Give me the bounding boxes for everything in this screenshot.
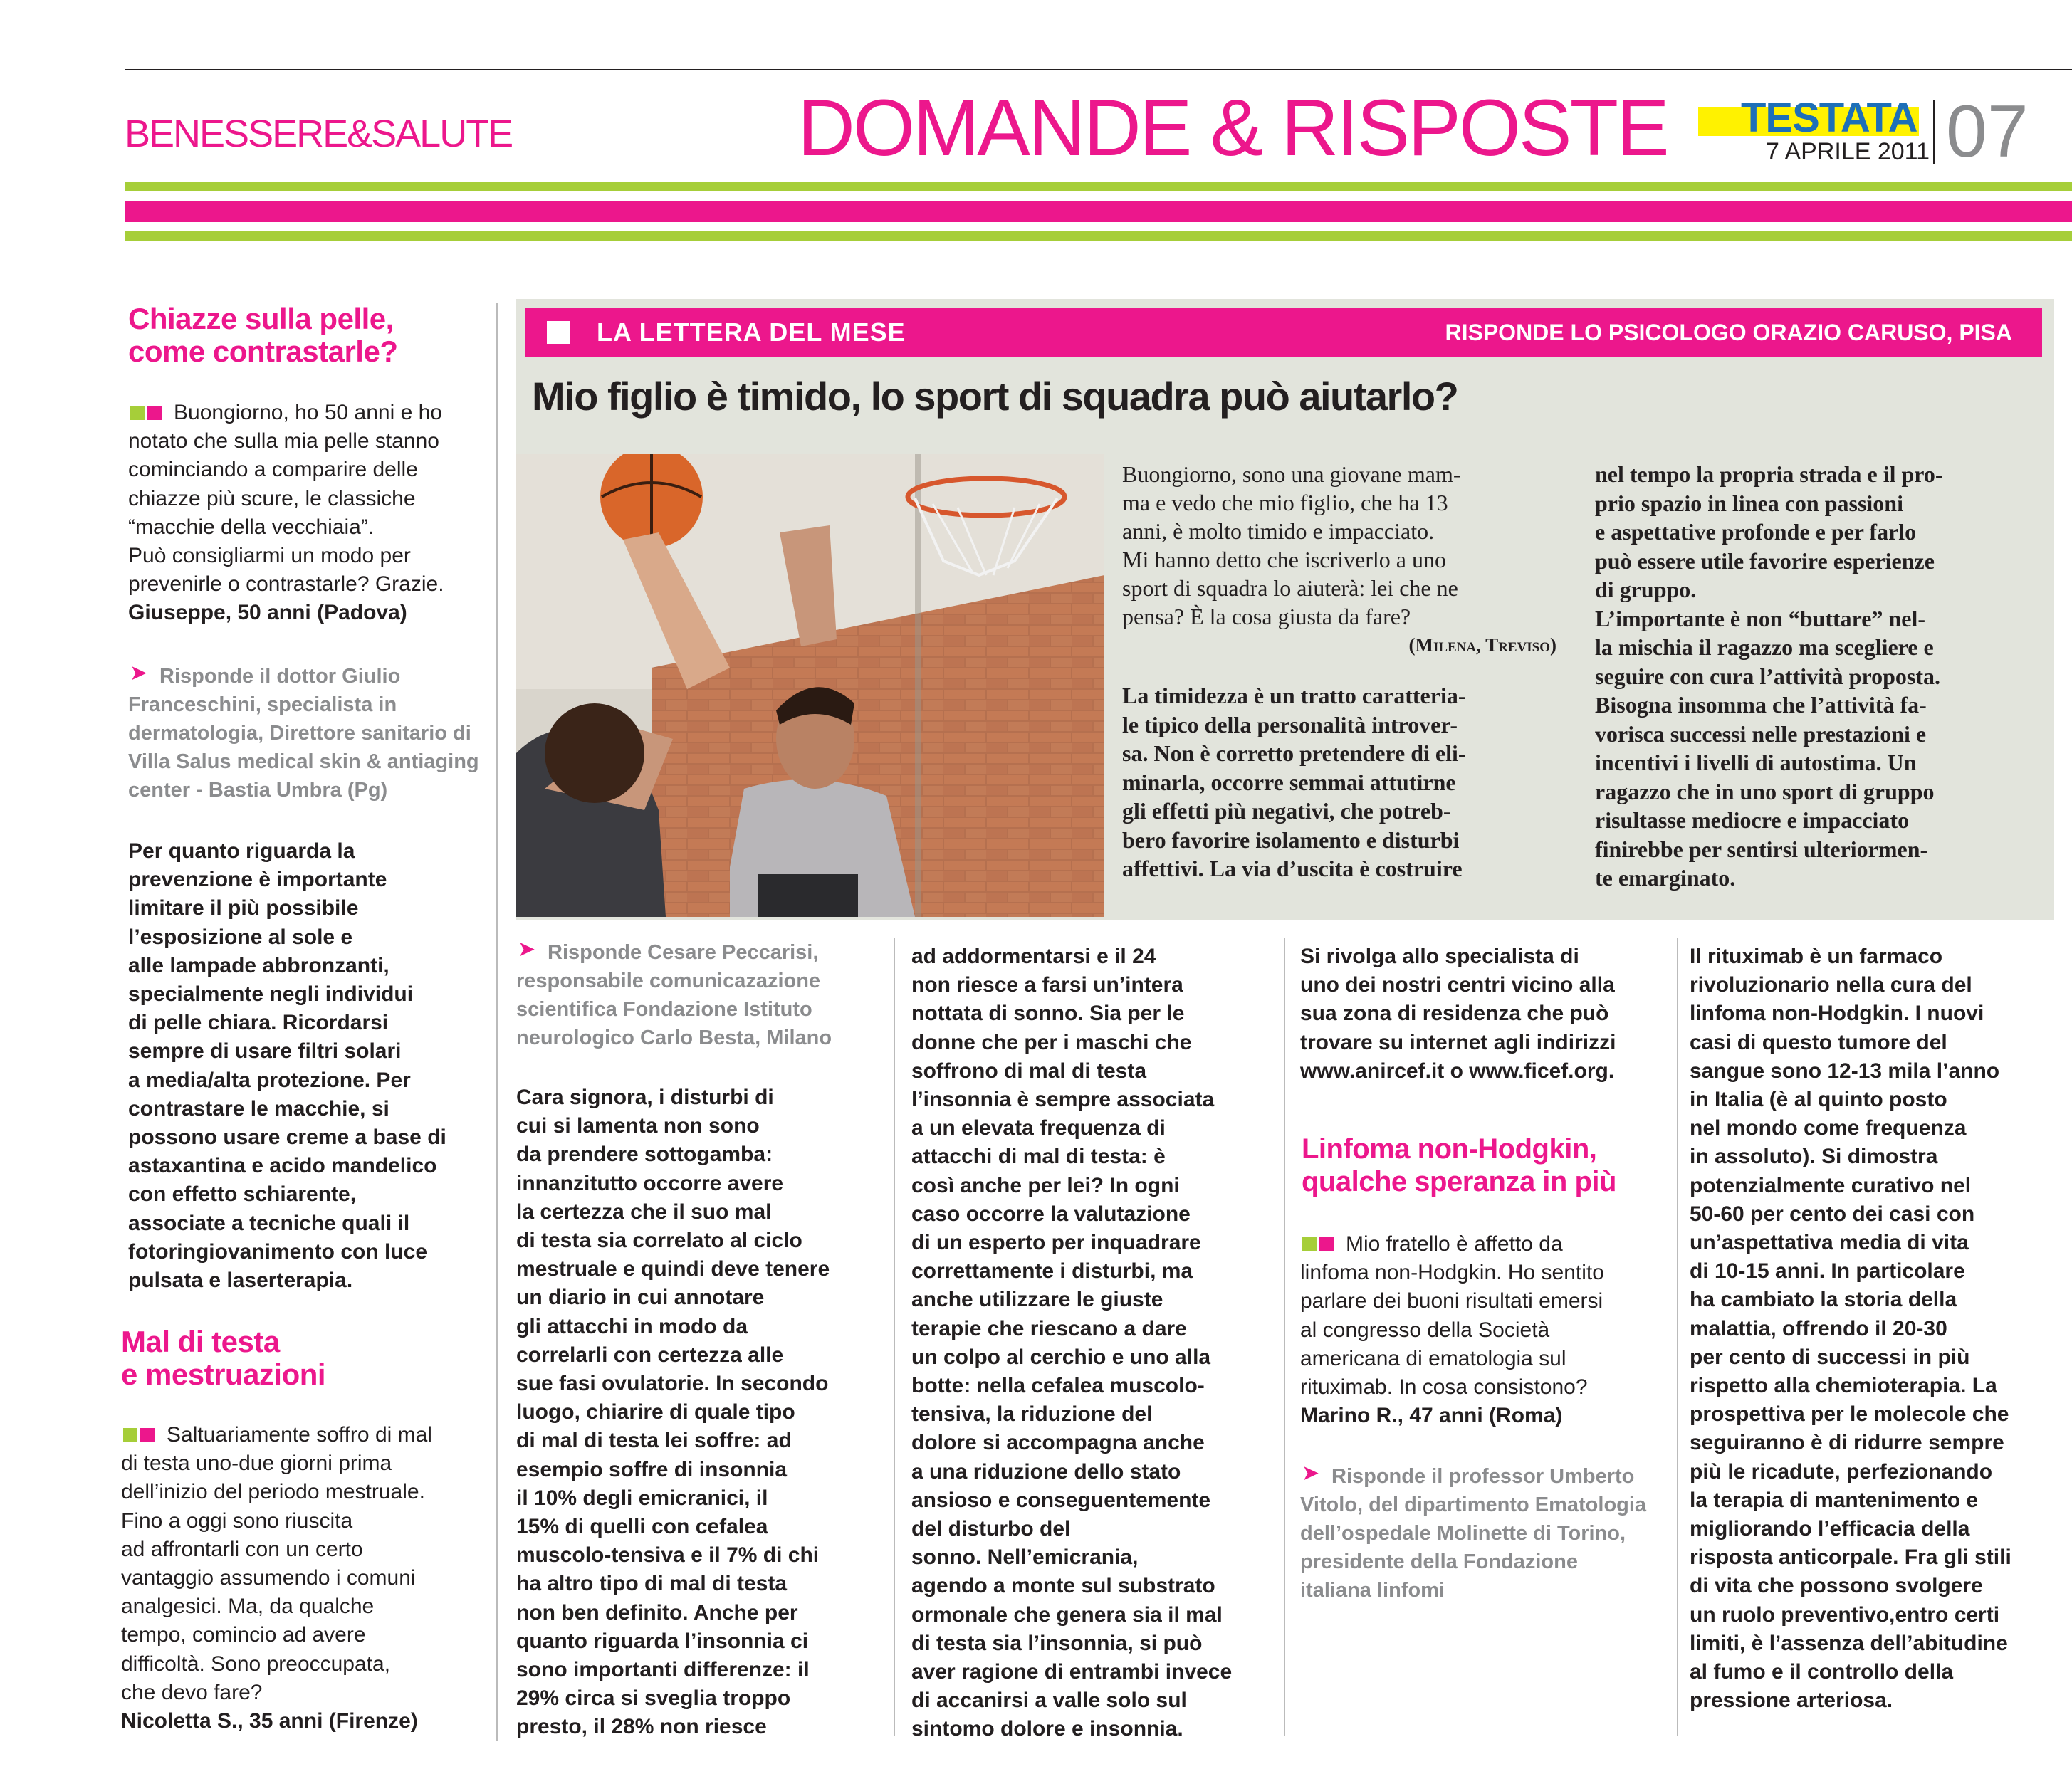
lymphoma-responder-block bbox=[1300, 1462, 1685, 1605]
header-vertical-rule bbox=[1933, 100, 1935, 164]
lymphoma-answer: Il rituximab è un farmaco rivoluzionario nella cura del linfoma non-Hodgkin. I nuovi casi di questo tumore del sangue sono 12-13 mila l’anno in Italia (è al quinto posto nel mondo come frequenza in assoluto). Si dimostra potenzialmente curativo nel 50-60 per cento dei casi con un’aspettativa media di vita di 10-15 anni. In particolare ha cambiato la storia della malattia, offrendo il 20-30 per cento di successi in più rispetto alla chemioterapia. La prospettiva per le molecole che seguiranno è di ridurre sempre più le ricadute, perfezionando la terapia di mantenimento e migliorando l’efficacia della risposta anticorpale. Fra gli stili di vita che possono svolgere un ruolo preventivo,entro certi limiti, è l’assenza dell’abitudine al fumo e il controllo della pressione arteriosa. bbox=[1690, 945, 2011, 1713]
letter-responder: RISPONDE LO PSICOLOGO ORAZIO CARUSO, PISA bbox=[1445, 320, 2012, 345]
q2-question-block bbox=[121, 1421, 491, 1736]
letter-headline: Mio figlio è timido, lo sport di squadra può aiutarlo? bbox=[532, 374, 1458, 419]
green-stripe-top bbox=[125, 182, 2072, 191]
green-square-icon bbox=[1302, 1237, 1317, 1251]
green-stripe-bottom bbox=[125, 231, 2072, 241]
headache-col3-block bbox=[1300, 943, 1678, 1086]
issue-date: 7 APRILE 2011 bbox=[1766, 138, 1930, 165]
lymphoma-question-block bbox=[1300, 1230, 1685, 1430]
q2-question: Saltuariamente soffro di mal di testa uno-due giorni prima dell’inizio del periodo mestruale. Fino a oggi sono riuscita ad affrontarli con un certo vantaggio assumendo i comuni analgesici. Ma, da qualche tempo, comincio ad avere difficoltà. Sono preoccupata, che devo fare? bbox=[121, 1423, 432, 1704]
letter-answer-a: La timidezza è un tratto caratteria- le tipico della personalità introver- sa. Non è corretto pretendere di eli- minarla, occorre semmai attutirne gli effetti più negativi, che potreb- bero favorire isolamento e disturbi affettivi. La via d’uscita è costruire bbox=[1122, 683, 1466, 881]
letter-signature: (Milena, Treviso) bbox=[1408, 634, 1556, 656]
pink-square-icon bbox=[147, 406, 162, 420]
letter-banner bbox=[525, 308, 2042, 357]
section-label-text: BENESSERE&SALUTE bbox=[125, 112, 513, 155]
lymphoma-question: Mio fratello è affetto da linfoma non-Hodgkin. Ho sentito parlare dei buoni risultati emersi al congresso della Società americana di ematologia sul rituximab. In cosa consistono? bbox=[1300, 1232, 1604, 1400]
letter-question: Buongiorno, sono una giovane mam- ma e vedo che mio figlio, che ha 13 anni, è molto timido e impacciato. Mi hanno detto che iscriverlo a uno sport di squadra lo aiuterà: lei che ne pensa? È la cosa giusta da fare? bbox=[1122, 461, 1461, 629]
basketball-photo-illustration bbox=[516, 454, 1104, 917]
column-divider bbox=[496, 303, 498, 1741]
headache-responder-block bbox=[516, 938, 886, 1052]
page-title-text: DOMANDE & RISPOSTE bbox=[797, 83, 1668, 172]
lymphoma-heading: Linfoma non-Hodgkin, qualche speranza in più bbox=[1302, 1133, 1616, 1197]
column-divider bbox=[894, 938, 895, 1736]
q1-section bbox=[128, 303, 498, 368]
q1-signature: Giuseppe, 50 anni (Padova) bbox=[128, 601, 407, 625]
q2-section bbox=[121, 1326, 491, 1391]
letter-banner-square-icon bbox=[547, 321, 570, 344]
letter-answer-a-block bbox=[1122, 681, 1556, 883]
green-square-icon bbox=[123, 1428, 137, 1442]
arrow-icon: ➤ bbox=[1302, 1461, 1320, 1485]
page-title bbox=[797, 84, 1668, 172]
lymphoma-section bbox=[1302, 1133, 1686, 1198]
letter-question-block bbox=[1122, 460, 1556, 659]
headache-col1: Cara signora, i disturbi di cui si lamenta non sono da prendere sottogamba: innanzitutto occorre avere la certezza che il suo mal di testa sia correlato al ciclo mestruale e quindi deve tenere un diario in cui annotare gli attacchi in modo da correlarli con certezza alle sue fasi ovulatorie. In secondo luogo, chiarire di quale tipo di mal di testa lei soffre: ad esempio soffre di insonnia il 10% degli emicranici, il 15% di quelli con cefalea muscolo-tensiva e il 7% di chi ha altro tipo di mal di testa non ben definito. Anche per quanto riguarda l’insonnia ci sono importanti differenze: il 29% circa si sveglia troppo presto, il 28% non riesce bbox=[516, 1086, 830, 1739]
pink-square-icon bbox=[140, 1428, 155, 1442]
headache-responder: Risponde Cesare Peccarisi, responsabile comunicazazione scientifica Fondazione Istituto neurologico Carlo Besta, Milano bbox=[516, 941, 832, 1049]
basketball-photo bbox=[516, 454, 1104, 917]
pink-square-icon bbox=[1319, 1237, 1334, 1251]
headache-col2-block bbox=[911, 943, 1282, 1744]
masthead-text: TESTATA bbox=[1741, 95, 1917, 141]
q1-responder-block bbox=[128, 662, 498, 804]
q1-heading: Chiazze sulla pelle, come contrastarle? bbox=[128, 302, 398, 368]
q1-question-block bbox=[128, 399, 498, 628]
lymphoma-signature: Marino R., 47 anni (Roma) bbox=[1300, 1404, 1563, 1428]
section-label bbox=[125, 112, 512, 155]
lymphoma-answer-block bbox=[1690, 943, 2067, 1715]
pink-stripe bbox=[125, 201, 2072, 222]
masthead-logo bbox=[1698, 95, 1919, 141]
headache-col3: Si rivolga allo specialista di uno dei nostri centri vicino alla sua zona di residenza che può trovare su internet agli indirizzi www.anircef.it o www.ficef.org. bbox=[1300, 945, 1616, 1083]
column-divider bbox=[1284, 938, 1285, 1736]
q2-heading: Mal di testa e mestruazioni bbox=[121, 1325, 326, 1391]
letter-answer-bc-block bbox=[1595, 460, 2040, 893]
q2-signature: Nicoletta S., 35 anni (Firenze) bbox=[121, 1709, 418, 1733]
arrow-icon: ➤ bbox=[518, 938, 536, 961]
page-number: 07 bbox=[1946, 90, 2029, 173]
headache-col1-block bbox=[516, 1083, 886, 1742]
q1-question: Buongiorno, ho 50 anni e ho notato che sulla mia pelle stanno cominciando a comparire delle chiazze più scure, le classiche “macchie della vecchiaia”. Può consigliarmi un modo per prevenirle o contrastarle? Grazie. bbox=[128, 401, 444, 597]
green-square-icon bbox=[130, 406, 145, 420]
q1-answer-block bbox=[128, 837, 498, 1295]
letter-answer-b: nel tempo la propria strada e il pro- prio spazio in linea con passioni e aspettative profonde e per farlo può essere utile favorire esperienze di gruppo. bbox=[1595, 461, 1943, 602]
column-divider bbox=[1677, 938, 1678, 1736]
headache-col2: ad addormentarsi e il 24 non riesce a farsi un’intera nottata di sonno. Sia per le donne che per i maschi che soffrono di mal di testa l’insonnia è sempre associata a un elevata frequenza di attacchi di mal di testa: è così anche per lei? In ogni caso occorre la valutazione di un esperto per inquadrare correttamente i disturbi, ma anche utilizzare le giuste terapie che riescano a dare un colpo al cerchio e uno alla botte: nella cefalea muscolo- tensiva, la riduzione del dolore si accompagna anche a una riduzione dello stato ansioso e conseguentemente del disturbo del sonno. Nell’emicrania, agendo a monte sul substrato ormonale che genera sia il mal di testa sia l’insonnia, si può aver ragione di entrambi invece di accanirsi a valle solo sul sintomo dolore e insonnia. bbox=[911, 945, 1233, 1741]
lymphoma-responder: Risponde il professor Umberto Vitolo, del dipartimento Ematologia dell’ospedale Molinette di Torino, presidente della Fondazione italiana linfomi bbox=[1300, 1465, 1647, 1602]
header-top-rule bbox=[125, 69, 2072, 70]
letter-answer-c: L’importante è non “buttare” nel- la mischia il ragazzo ma scegliere e seguire con cura l’attività proposta. Bisogna insomma che l’attività fa- vorisca successi nelle prestazioni e incentivi i livelli di autostima. Un ragazzo che in uno sport di gruppo risultasse mediocre e impacciato finirebbe per sentirsi ulteriormen- te emarginato. bbox=[1595, 605, 1940, 891]
arrow-icon: ➤ bbox=[130, 661, 148, 685]
q1-responder: Risponde il dottor Giulio Franceschini, specialista in dermatologia, Direttore sanitario di Villa Salus medical skin & antiaging center - Bastia Umbra (Pg) bbox=[128, 665, 479, 802]
letter-label: LA LETTERA DEL MESE bbox=[597, 317, 906, 347]
q1-answer: Per quanto riguarda la prevenzione è importante limitare il più possibile l’esposizione al sole e alle lampade abbronzanti, specialmente negli individui di pelle chiara. Ricordarsi sempre di usare filtri solari a media/alta protezione. Per contrastare le macchie, si possono usare creme a base di astaxantina e acido mandelico con effetto schiarente, associate a tecniche quali il fotoringiovanimento con luce pulsata e laserterapia. bbox=[128, 839, 446, 1293]
